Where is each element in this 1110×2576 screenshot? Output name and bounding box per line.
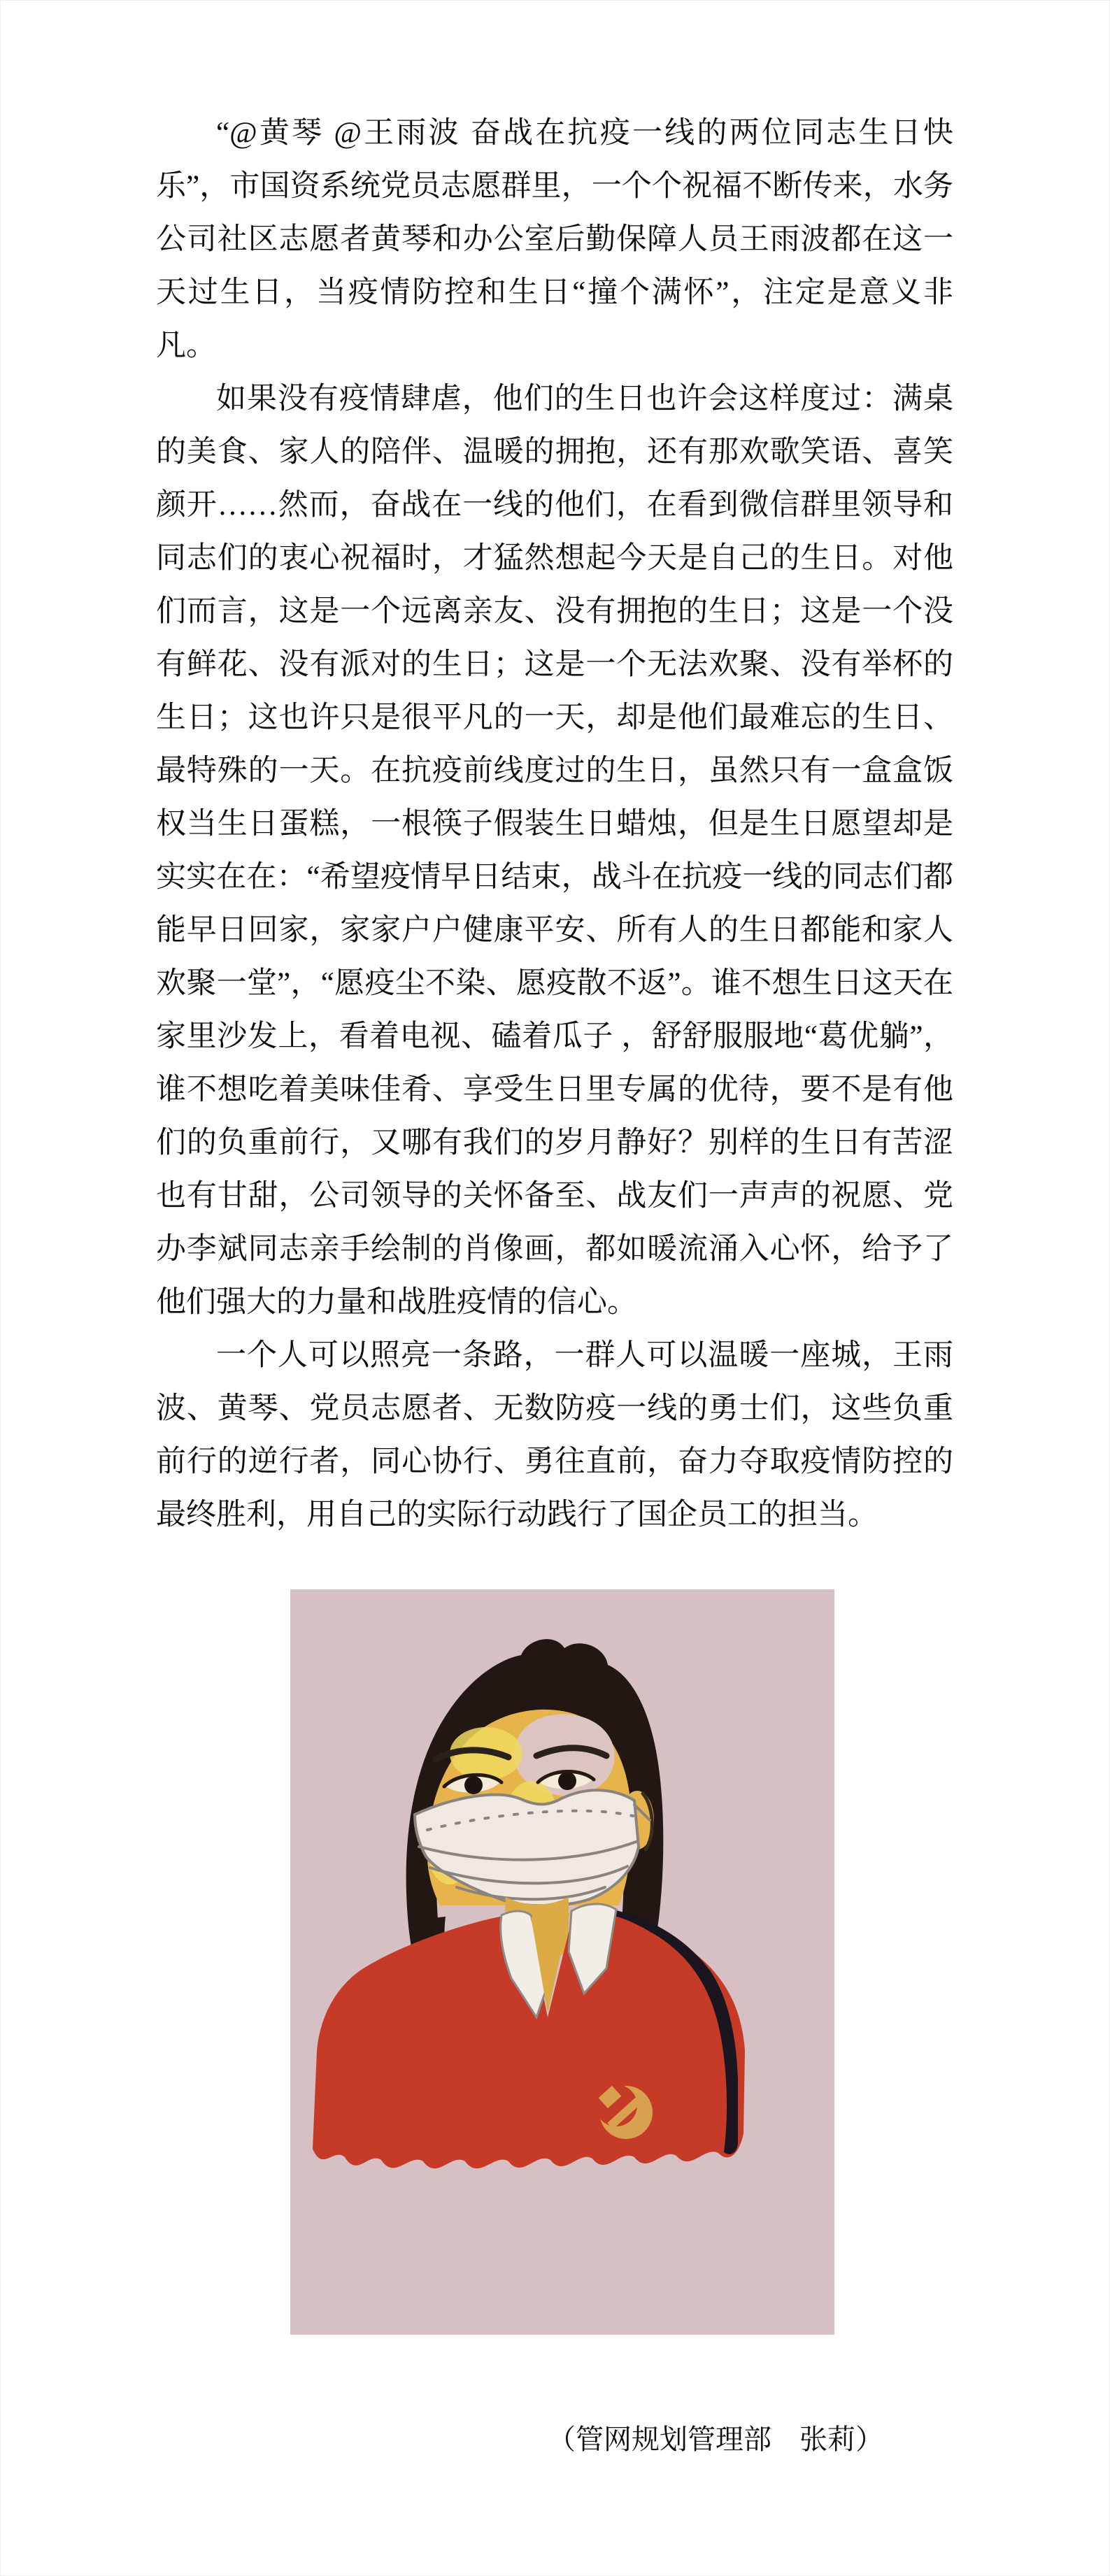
portrait-illustration [290,1589,834,2335]
article-paragraph: “@黄琴 @王雨波 奋战在抗疫一线的两位同志生日快乐”，市国资系统党员志愿群里，一个个祝福不断传来，水务公司社区志愿者黄琴和办公室后勤保障人员王雨波都在这一天过生日，当疫情防控和生日“撞个满怀”，注定是意义非凡。 [156,117,953,362]
portrait-drawing [290,1589,834,2335]
article-paragraph: 如果没有疫情肆虐，他们的生日也许会这样度过：满桌的美食、家人的陪伴、温暖的拥抱，还有那欢歌笑语、喜笑颜开……然而，奋战在一线的他们，在看到微信群里领导和同志们的衷心祝福时，才猛然想起今天是自己的生日。对他们而言，这是一个远离亲友、没有拥抱的生日；这是一个没有鲜花、没有派对的生日；这是一个无法欢聚、没有举杯的生日；这也许只是很平凡的一天，却是他们最难忘的生日、最特殊的一天。在抗疫前线度过的生日，虽然只有一盒盒饭权当生日蛋糕，一根筷子假装生日蜡烛，但是生日愿望却是实实在在：“希望疫情早日结束，战斗在抗疫一线的同志们都能早日回家，家家户户健康平安、所有人的生日都能和家人欢聚一堂”，“愿疫尘不染、愿疫散不返”。谁不想生日这天在家里沙发上，看着电视、磕着瓜子 ，舒舒服服地“葛优躺”，谁不想吃着美味佳肴、享受生日里专属的优待，要不是有他们的负重前行，又哪有我们的岁月静好？别样的生日有苦涩也有甘甜，公司领导的关怀备至、战友们一声声的祝愿、党办李斌同志亲手绘制的肖像画，都如暖流涌入心怀，给予了他们强大的力量和战胜疫情的信心。 [156,382,953,1319]
attribution-caption: （管网规划管理部 张莉） [548,2424,883,2455]
article-paragraph: 一个人可以照亮一条路，一群人可以温暖一座城，王雨波、黄琴、党员志愿者、无数防疫一线的勇士们，这些负重前行的逆行者，同心协行、勇往直前，奋力夺取疫情防控的最终胜利，用自己的实际行动践行了国企员工的担当。 [156,1339,953,1531]
article-body [156,107,953,1542]
